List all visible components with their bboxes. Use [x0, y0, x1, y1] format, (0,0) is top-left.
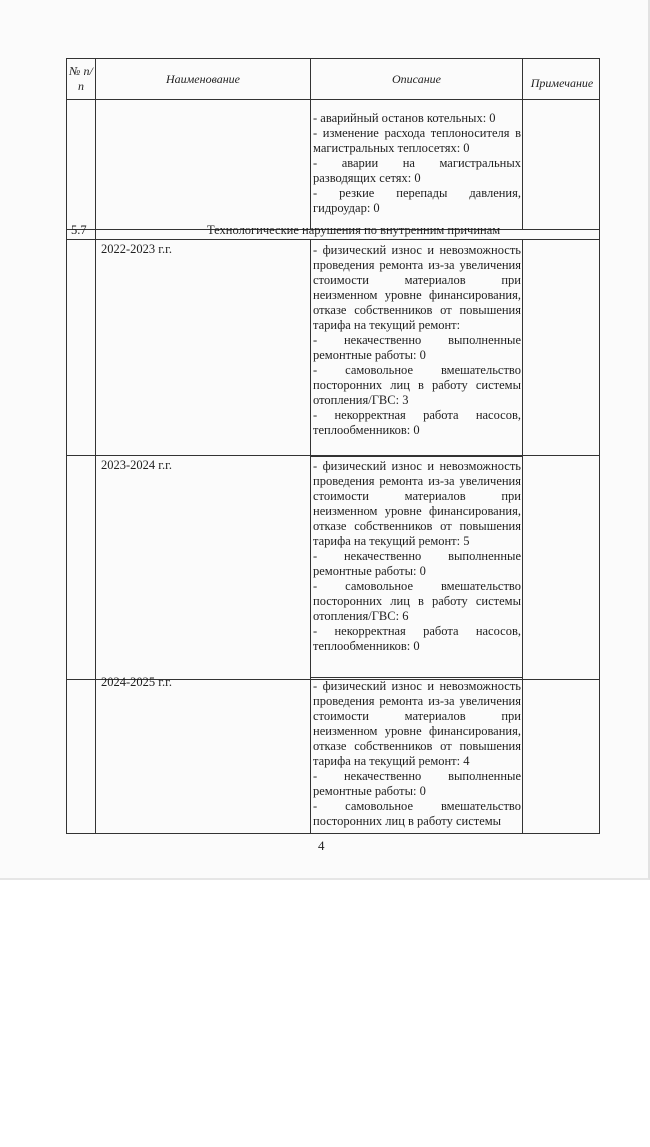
row-divider [67, 239, 599, 240]
row-divider [67, 455, 599, 456]
row-desc [313, 243, 521, 438]
desc-line: - самовольное вмешательство посторонних лиц в работу системы [313, 799, 521, 828]
section-title: Технологические нарушения по внутренним причинам [207, 223, 501, 237]
desc-line: - резкие перепады давления, гидроудар: 0 [313, 186, 521, 215]
desc-line: - аварийный останов котельных: 0 [313, 111, 496, 125]
header-name [96, 59, 310, 99]
desc-line: - самовольное вмешательство посторонних лиц в работу системы отопления/ГВС: 6 [313, 579, 521, 623]
header-note [523, 63, 600, 103]
desc-line: - некорректная работа насосов, теплообменников: 0 [313, 408, 521, 437]
period-name: 2024-2025 г.г. [101, 675, 172, 689]
section-number: 5.7 [71, 223, 87, 237]
cell-underline [311, 677, 522, 678]
desc-line: - некачественно выполненные ремонтные работы: 0 [313, 549, 521, 578]
header-num [67, 59, 95, 99]
desc-line: - самовольное вмешательство посторонних лиц в работу системы отопления/ГВС: 3 [313, 363, 521, 407]
header-divider [67, 99, 599, 100]
col-divider [310, 59, 311, 833]
header-desc [311, 59, 522, 99]
col-divider [95, 59, 96, 833]
header-num-label: № п/п [69, 64, 93, 93]
table [66, 58, 600, 834]
desc-line: - физический износ и невозможность проведения ремонта из-за увеличения стоимости материалов при неизменном уровне финансирования, отказе собственников от повышения тарифа на текущий ремонт: 4 [313, 679, 521, 768]
header-note-label: Примечание [530, 75, 594, 90]
desc-line: - аварии на магистральных разводящих сетях: 0 [313, 156, 521, 185]
header-name-label: Наименование [165, 71, 240, 86]
desc-line: - некачественно выполненные ремонтные работы: 0 [313, 333, 521, 362]
row-desc [313, 459, 521, 654]
period-name: 2023-2024 г.г. [101, 458, 172, 472]
period-name: 2022-2023 г.г. [101, 242, 172, 256]
cell-underline [311, 456, 522, 457]
desc-line: - некачественно выполненные ремонтные работы: 0 [313, 769, 521, 798]
continuation-desc [313, 111, 521, 216]
page-number: 4 [318, 838, 325, 853]
header-desc-label: Описание [392, 71, 441, 86]
desc-line: - некорректная работа насосов, теплообменников: 0 [313, 624, 521, 653]
col-divider [522, 59, 523, 833]
desc-line: - физический износ и невозможность проведения ремонта из-за увеличения стоимости материалов при неизменном уровне финансирования, отказе собственников от повышения тарифа на текущий ремонт: [313, 243, 521, 332]
desc-line: - изменение расхода теплоносителя в магистральных теплосетях: 0 [313, 126, 521, 155]
row-desc [313, 679, 521, 829]
desc-line: - физический износ и невозможность проведения ремонта из-за увеличения стоимости материалов при неизменном уровне финансирования, отказе собственников от повышения тарифа на текущий ремонт: 5 [313, 459, 521, 548]
